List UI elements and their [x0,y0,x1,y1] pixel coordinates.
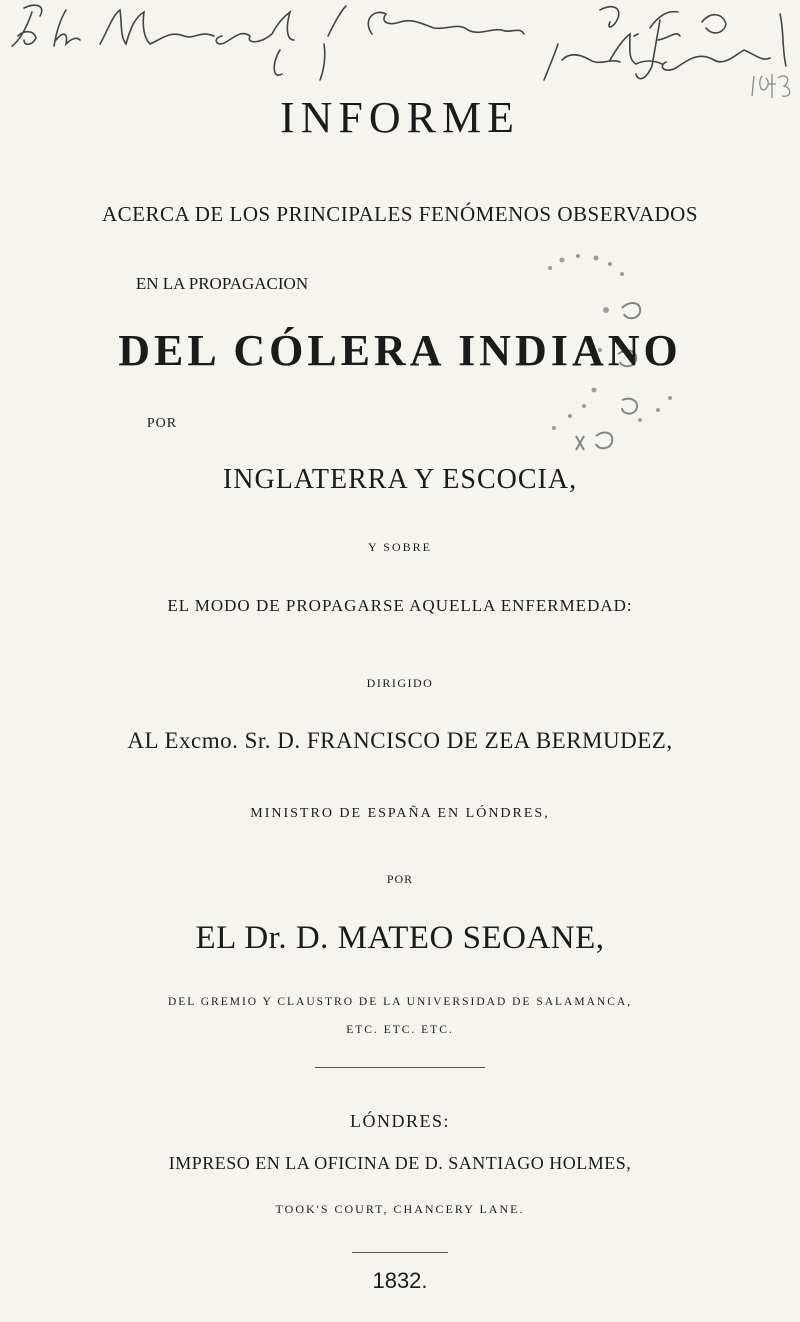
text-por-2: POR [386,872,414,886]
title-inglaterra-y-escocia: INGLATERRA Y ESCOCIA, [222,464,578,495]
author-name: EL Dr. D. MATEO SEOANE, [195,920,605,956]
divider-rule-short [352,1252,448,1253]
dedicatee-line: AL Excmo. Sr. D. FRANCISCO DE ZEA BERMUDEZ, [127,728,673,753]
title-del-colera-indiano: DEL CÓLERA INDIANO [118,326,682,375]
text-dirigido: DIRIGIDO [366,676,434,690]
subtitle-acerca: ACERCA DE LOS PRINCIPALES FENÓMENOS OBSERVADOS [101,202,699,226]
imprint-printer: IMPRESO EN LA OFICINA DE D. SANTIAGO HOLMES, [168,1153,632,1173]
title-informe: INFORME [279,93,521,142]
dedicatee-title: MINISTRO DE ESPAÑA EN LÓNDRES, [250,806,550,821]
author-affiliation: DEL GREMIO Y CLAUSTRO DE LA UNIVERSIDAD DE SALAMANCA, [167,996,633,1008]
subtitle-el-modo: EL MODO DE PROPAGARSE AQUELLA ENFERMEDAD: [167,596,633,615]
imprint-year: 1832. [372,1268,428,1293]
author-etc: ETC. ETC. ETC. [346,1024,454,1036]
text-por-1: POR [146,416,178,431]
text-y-sobre: Y SOBRE [368,540,432,554]
imprint-place: LÓNDRES: [349,1111,450,1131]
subtitle-en-la-propagacion: EN LA PROPAGACION [135,274,309,293]
divider-rule [315,1067,485,1068]
imprint-address: TOOK'S COURT, CHANCERY LANE. [275,1202,525,1216]
